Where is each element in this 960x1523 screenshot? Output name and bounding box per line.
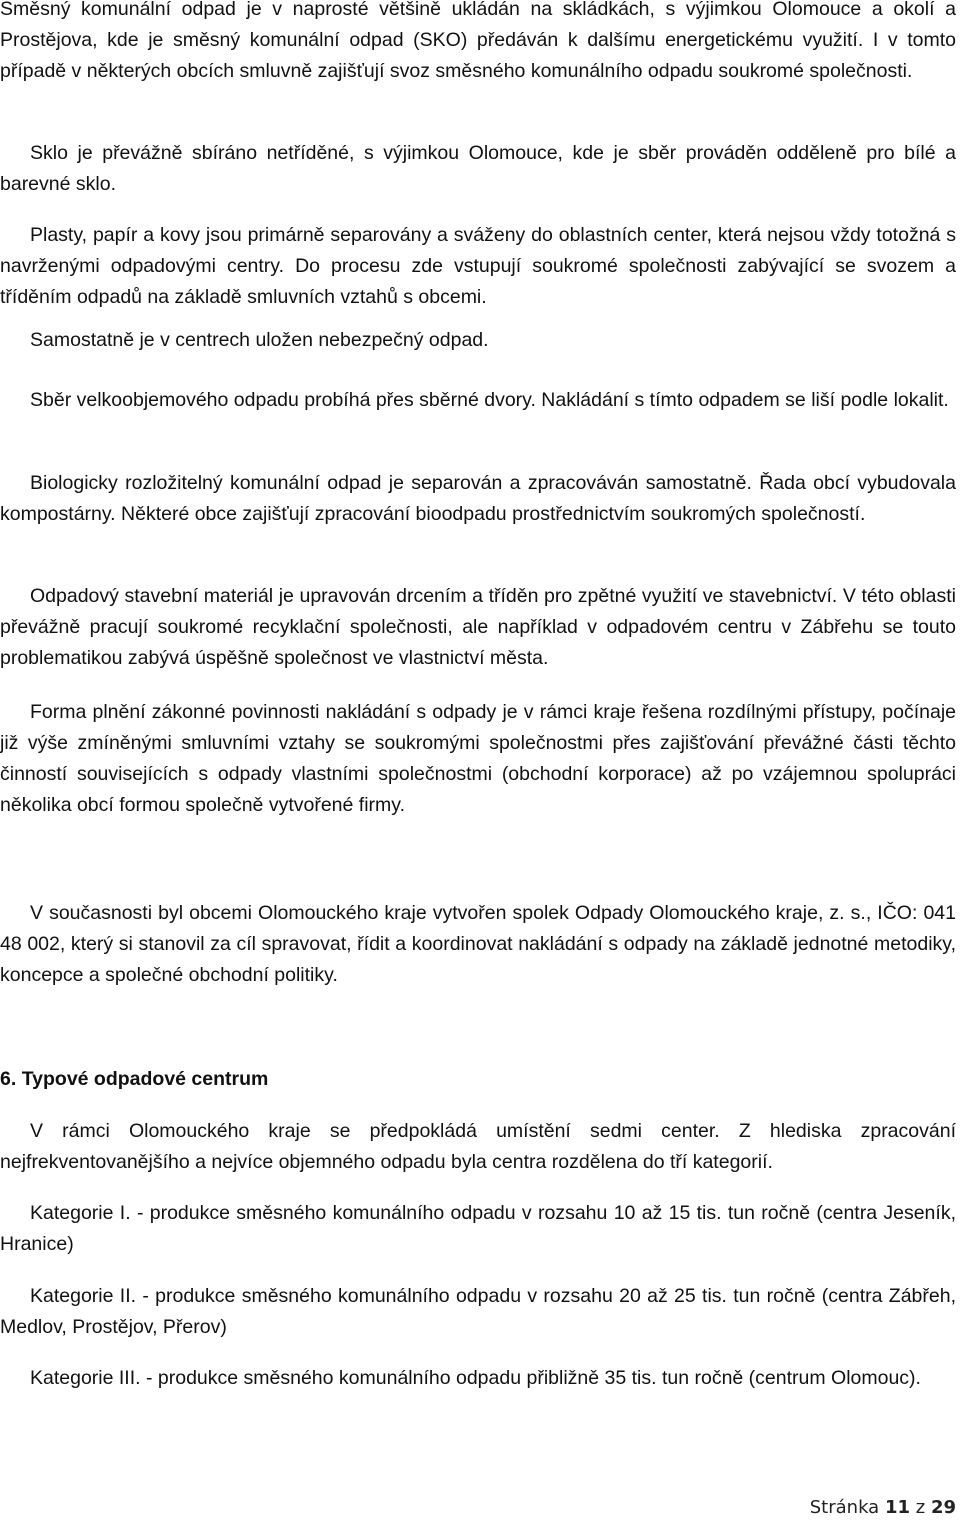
section-title: Typové odpadové centrum — [21, 1068, 269, 1090]
paragraph-velkoobjemovy: Sběr velkoobjemového odpadu probíhá přes sběrné dvory. Nakládání s tímto odpadem se liší podle lokalit. — [30, 389, 949, 411]
footer-total-pages: 29 — [930, 1497, 956, 1518]
footer-page-number: 11 — [884, 1497, 911, 1518]
category-item: Kategorie I. - produkce směsného komunálního odpadu v rozsahu 10 až 15 tis. tun ročně (centra Jeseník, Hranice) — [0, 1202, 956, 1255]
footer-label: Stránka — [809, 1497, 880, 1518]
paragraph-sklo: Sklo je převážně sbíráno netříděné, s výjimkou Olomouce, kde je sběr prováděn odděleně pro bílé a barevné sklo. — [0, 142, 956, 195]
paragraph-sko: Směsný komunální odpad je v naprosté většině ukládán na skládkách, s výjimkou Olomouce a okolí a Prostějova, kde je směsný komunální odpad (SKO) předáván k dalšímu energetickému využití. I v tomto případě v některých obcích smluvně zajišťují svoz směsného komunálního odpadu soukromé společnosti. — [0, 0, 956, 82]
section-intro: V rámci Olomouckého kraje se předpokládá umístění sedmi center. Z hlediska zpracování nejfrekventovanějšího a nejvíce objemného odpadu byla centra rozdělena do tří kategorií. — [0, 1120, 956, 1173]
category-item: Kategorie III. - produkce směsného komunálního odpadu přibližně 35 tis. tun ročně (centrum Olomouc). — [30, 1367, 921, 1389]
paragraph-forma: Forma plnění zákonné povinnosti nakládání s odpady je v rámci kraje řešena rozdílnými přístupy, počínaje již výše zmíněnými smluvními vztahy se soukromými společnostmi přes zajišťování převážné části těchto činností souvisejících s odpady vlastními společnostmi (obchodní korporace) až po vzájemnou spolupráci několika obcí formou společně vytvořené firmy. — [0, 701, 956, 816]
footer-of: z — [915, 1497, 926, 1518]
paragraph-nebezpecny: Samostatně je v centrech uložen nebezpečný odpad. — [30, 329, 489, 351]
page-footer — [810, 1497, 956, 1519]
paragraph-plasty: Plasty, papír a kovy jsou primárně separovány a sváženy do oblastních center, která nejsou vždy totožná s navrženými odpadovými centry. Do procesu zde vstupují soukromé společnosti zabývající se svozem a tříděním odpadů na základě smluvních vztahů s obcemi. — [0, 224, 956, 308]
paragraph-spolek: V současnosti byl obcemi Olomouckého kraje vytvořen spolek Odpady Olomouckého kraje, z. s., IČO: 041 48 002, který si stanovil za cíl spravovat, řídit a koordinovat nakládání s odpady na základě jednotné metodiky, koncepce a společné obchodní politiky. — [0, 902, 956, 986]
section-heading — [0, 1064, 956, 1095]
section-number: 6. — [0, 1068, 17, 1090]
paragraph-stavebni: Odpadový stavební materiál je upravován drcením a tříděn pro zpětné využití ve stavebnictví. V této oblasti převážně pracují soukromé recyklační společnosti, ale například v odpadovém centru v Zábřehu se touto problematikou zabývá úspěšně společnost ve vlastnictví města. — [0, 585, 956, 669]
category-item: Kategorie II. - produkce směsného komunálního odpadu v rozsahu 20 až 25 tis. tun ročně (centra Zábřeh, Medlov, Prostějov, Přerov) — [0, 1285, 956, 1338]
paragraph-bioodpad: Biologicky rozložitelný komunální odpad je separován a zpracováván samostatně. Řada obcí vybudovala kompostárny. Některé obce zajišťují zpracování bioodpadu prostřednictvím soukromých společností. — [0, 472, 956, 525]
